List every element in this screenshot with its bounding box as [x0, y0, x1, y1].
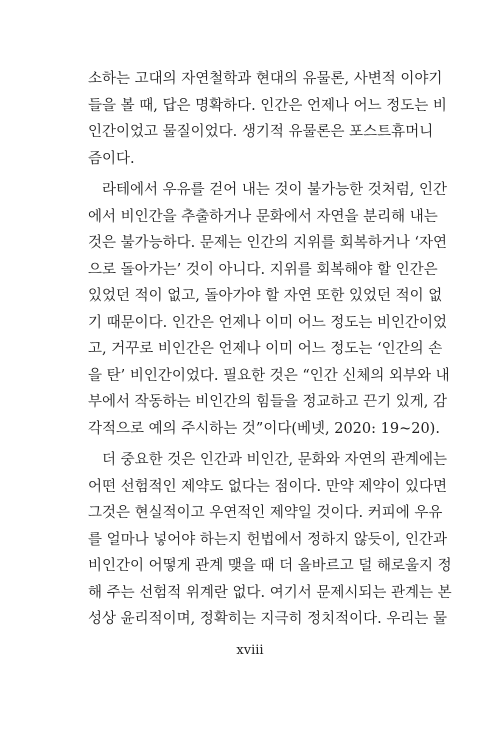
text-line: 더 중요한 것은 인간과 비인간, 문화와 자연의 관계에는: [102, 452, 448, 468]
text-line: 를 얼마나 넣어야 하는지 헌법에서 정하지 않듯이, 인간과: [88, 531, 448, 548]
body-text: [88, 66, 452, 633]
paragraph: [88, 66, 447, 172]
text-line: 것은 불가능하다. 문제는 인간의 지위를 회복하거나 ‘자연: [88, 235, 448, 251]
text-line: 그것은 현실적이고 우연적인 제약일 것이다. 커피에 우유: [88, 505, 443, 521]
paragraph: [88, 177, 450, 442]
text-line: 어떤 선험적인 제약도 없다는 점이다. 만약 제약이 있다면: [88, 478, 448, 495]
text-line: 으로 돌아가는’ 것이 아니다. 지위를 회복해야 할 인간은: [88, 261, 438, 278]
text-line: 소하는 고대의 자연철학과 현대의 유물론, 사변적 이야기: [88, 71, 443, 87]
text-line: 에서 비인간을 추출하거나 문화에서 자연을 분리해 내는: [88, 208, 438, 225]
text-line: 인간이었고 물질이었다. 생기적 유물론은 포스트휴머니: [88, 124, 434, 140]
text-line: 라테에서 우유를 걷어 내는 것이 불가능한 것처럼, 인간: [102, 182, 448, 198]
text-line: 을 탄’ 비인간이었다. 필요한 것은 “인간 신체의 외부와 내: [88, 367, 450, 384]
text-line: 부에서 작동하는 비인간의 힘들을 정교하고 끈기 있게, 감: [88, 394, 448, 410]
paragraph: [88, 447, 452, 633]
text-line: 각적으로 예의 주시하는 것”이다(베넷, 2020: 19~20).: [88, 420, 440, 437]
text-line: 해 주는 선험적 위계란 없다. 여기서 문제시되는 관계는 본: [88, 584, 452, 601]
text-line: 성상 윤리적이며, 정확히는 지극히 정치적이다. 우리는 물: [88, 611, 448, 627]
text-line: 비인간이 어떻게 관계 맺을 때 더 올바르고 덜 해로울지 정: [88, 558, 452, 574]
text-line: 고, 거꾸로 비인간은 언제나 이미 어느 정도는 ‘인간의 손: [88, 341, 443, 357]
text-line: 즘이다.: [88, 150, 135, 167]
page-number: xviii: [236, 643, 264, 658]
text-line: 들을 볼 때, 답은 명확하다. 인간은 언제나 어느 정도는 비: [88, 97, 447, 114]
text-line: 기 때문이다. 인간은 언제나 이미 어느 정도는 비인간이었: [88, 314, 448, 331]
text-line: 있었던 적이 없고, 돌아가야 할 자연 또한 있었던 적이 없: [88, 288, 443, 304]
